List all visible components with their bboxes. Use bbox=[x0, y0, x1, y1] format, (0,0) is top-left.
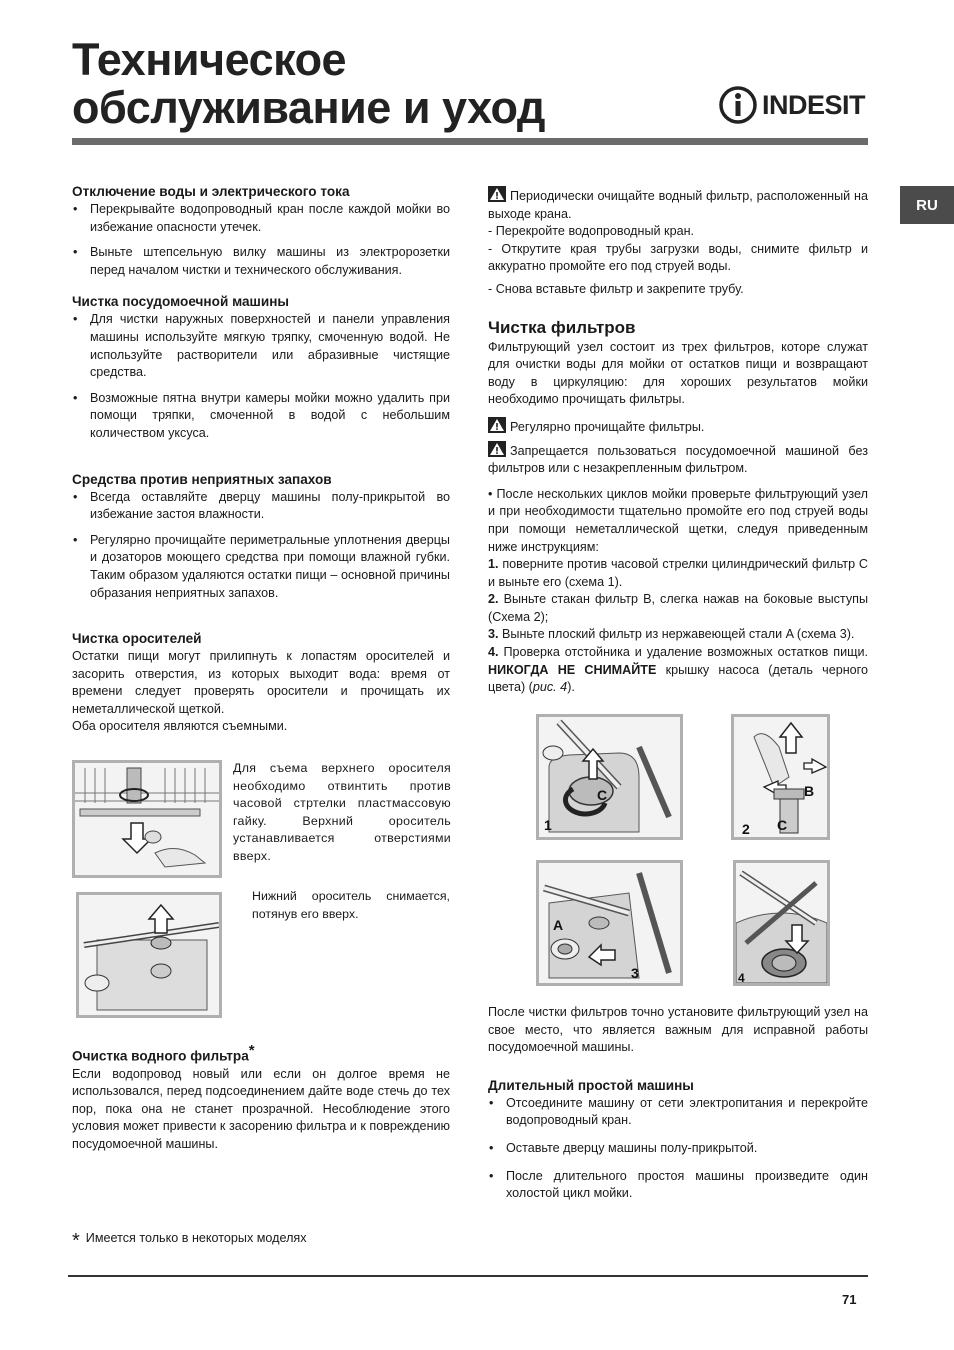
section-heading-odours: Средства против неприятных запахов bbox=[72, 471, 332, 487]
water-filter-warning bbox=[488, 186, 868, 223]
footer-rule bbox=[68, 1275, 868, 1277]
water-filter-heading-text: Очистка водного фильтра bbox=[72, 1048, 249, 1064]
step-text: Проверка отстойника и удаление возможных остатков пищи. bbox=[503, 645, 869, 660]
filter-label-b: B bbox=[804, 783, 815, 799]
warning-text: Периодически очищайте водный фильтр, расположенный на выходе крана. bbox=[488, 189, 868, 221]
step-text: поверните против часовой стрелки цилиндрический фильтр C и выньте его (схема 1). bbox=[488, 557, 868, 589]
step-text: Выньте плоский фильтр из нержавеющей стали A (схема 3). bbox=[502, 627, 855, 642]
filter-drawing-4 bbox=[736, 863, 827, 983]
warning-text: Запрещается пользоваться посудомоечной машиной без фильтров или с незакрепленным фильтром. bbox=[488, 443, 868, 476]
instruction-step-1 bbox=[488, 556, 868, 591]
water-filter-text: Если водопровод новый или если он долгое время не использовался, перед подсоединением дайте воде стечь до тех пор, пока она не станет прозрачной. Несоблюдение этого условия может привести к засорению фильтра и к повреждению посудомоечной машины. bbox=[72, 1066, 450, 1151]
lower-spray-arm-drawing bbox=[79, 895, 219, 1015]
warning-icon bbox=[488, 441, 506, 457]
filters-warning-2 bbox=[488, 441, 868, 478]
cycle-text: • После нескольких циклов мойки проверьте фильтрующий узел и при необходимости тщательно промойте его под струей воды при помощи неметаллической щетки, следуя приведенным ниже инструкциям: bbox=[488, 486, 868, 554]
section-heading-cleaning: Чистка посудомоечной машины bbox=[72, 294, 290, 310]
power-list bbox=[72, 201, 450, 279]
brand-name: INDESIT bbox=[762, 89, 866, 120]
list-item: • Оставьте дверцу машины полу-прикрытой. bbox=[488, 1140, 868, 1158]
odours-list bbox=[72, 489, 450, 603]
filters-text: Фильтрующий узел состоит из трех фильтров, которе служат для очистки воды для мойки от остатков пищи и возвращают воду в циркуляцию: для хороших результатов мойки необходимо прочищать фильтры. bbox=[488, 339, 868, 407]
list-item: • После длительного простоя машины произведите один холостой цикл мойки. bbox=[488, 1168, 868, 1203]
figure-number: 1 bbox=[544, 817, 552, 833]
section-heading-spray-arms: Чистка оросителей bbox=[72, 631, 202, 647]
filter-label-c: C bbox=[777, 817, 788, 833]
idle-list bbox=[488, 1095, 868, 1203]
figure-number: 3 bbox=[631, 965, 639, 981]
upper-spray-arm-drawing bbox=[75, 763, 219, 875]
page-number: 71 bbox=[842, 1292, 857, 1307]
page-title bbox=[72, 36, 632, 132]
list-item: • Для чистки наружных поверхностей и панели управления машины используйте мягкую тряпку, смоченную водой. Не используйте растворители или абразивные чистящие средства. bbox=[72, 311, 450, 381]
step-text: - Снова вставьте фильтр и закрепите трубу. bbox=[488, 281, 744, 296]
warning-text: Регулярно прочищайте фильтры. bbox=[510, 419, 705, 434]
step-text: Выньте стакан фильтр B, слегка нажав на боковые выступы (Схема 2); bbox=[488, 592, 869, 624]
warning-emphasis: НИКОГДА НЕ СНИМАЙТЕ bbox=[488, 662, 657, 677]
right-column-lower bbox=[488, 1004, 868, 1203]
step-text: - Открутите края трубы загрузки воды, снимите фильтр и аккуратно промойте его под струей воды. bbox=[488, 241, 868, 274]
footnote-text: Имеется только в некоторых моделях bbox=[85, 1231, 307, 1245]
list-item: • Отсоедините машину от сети электропитания и перекройте водопроводный кран. bbox=[488, 1095, 868, 1130]
title-line-1: Техническое bbox=[72, 34, 347, 85]
figure-number: 2 bbox=[742, 821, 750, 837]
filters-warning bbox=[488, 417, 868, 437]
footnote bbox=[72, 1230, 307, 1253]
filter-label-c: C bbox=[597, 787, 608, 803]
instruction-step-2 bbox=[488, 591, 868, 626]
brand-logo-icon bbox=[718, 85, 758, 125]
header-rule bbox=[72, 138, 868, 145]
step-text: крышку насоса (деталь черного цвета) ( bbox=[488, 662, 868, 695]
filter-figure-2 bbox=[731, 714, 830, 840]
step-number: 3. bbox=[488, 627, 499, 642]
list-item: • Выньте штепсельную вилку машины из электророзетки перед началом чистки и технического обслуживания. bbox=[72, 244, 450, 279]
list-item: • Всегда оставляйте дверцу машины полу-прикрытой во избежание застоя влажности. bbox=[72, 489, 450, 524]
warning-icon bbox=[488, 417, 506, 433]
upper-spray-arm-figure bbox=[72, 760, 222, 878]
section-heading-idle: Длительный простой машины bbox=[488, 1077, 694, 1093]
cleaning-list bbox=[72, 311, 450, 442]
instruction-step-3 bbox=[488, 626, 868, 644]
water-filter-section bbox=[72, 1042, 450, 1154]
figure-reference: рис. 4 bbox=[532, 680, 568, 695]
step-text: ). bbox=[567, 680, 575, 695]
filter-figure-3 bbox=[536, 860, 683, 986]
warning-icon bbox=[488, 186, 506, 202]
step-number: 4. bbox=[488, 645, 499, 660]
language-tab: RU bbox=[900, 186, 954, 224]
spray-arms-text-2: Оба оросителя являются съемными. bbox=[72, 719, 288, 734]
lower-spray-arm-figure bbox=[76, 892, 222, 1018]
list-item: • Возможные пятна внутри камеры мойки можно удалить при помощи тряпки, смоченной в водой с небольшим количеством уксуса. bbox=[72, 390, 450, 443]
step-number: 2. bbox=[488, 592, 499, 607]
asterisk: * bbox=[248, 1042, 255, 1059]
spray-arms-text: Остатки пищи могут прилипнуть к лопастям оросителей и засорить отверстия, из которых выходит вода: время от времени следует проверять оросители и прочищать их неметаллической щеткой. bbox=[72, 649, 450, 716]
section-heading-filters: Чистка фильтров bbox=[488, 317, 636, 337]
after-cleaning-text: После чистки фильтров точно установите фильтрующий узел на свое место, что является важным для исправной работы посудомоечной машины. bbox=[488, 1005, 868, 1055]
step-text: - Перекройте водопроводный кран. bbox=[488, 224, 695, 239]
list-item: • Перекрывайте водопроводный кран после каждой мойки во избежание опасности утечек. bbox=[72, 201, 450, 236]
filter-figure-4 bbox=[733, 860, 830, 986]
asterisk: * bbox=[72, 1230, 80, 1252]
title-line-2: обслуживание и уход bbox=[72, 82, 545, 133]
filter-figure-1 bbox=[536, 714, 683, 840]
figure-number: 4 bbox=[738, 971, 745, 985]
right-column bbox=[488, 186, 868, 697]
lower-spray-arm-caption: Нижний ороситель снимается, потянув его вверх. bbox=[252, 889, 450, 921]
section-heading-water-filter bbox=[72, 1042, 450, 1066]
instruction-step-4 bbox=[488, 644, 868, 697]
left-column bbox=[72, 183, 450, 736]
list-item: • Регулярно прочищайте периметральные уплотнения дверцы и дозаторов моющего средства при помощи влажной губки. Таким образом удаляются остатки пищи – основной причины образания неприятных запахов. bbox=[72, 532, 450, 602]
step-number: 1. bbox=[488, 557, 499, 572]
filter-label-a: A bbox=[553, 917, 564, 933]
section-heading-power: Отключение воды и электрического тока bbox=[72, 184, 350, 199]
filter-drawing-1 bbox=[539, 717, 680, 837]
brand-logo bbox=[718, 84, 870, 126]
upper-spray-arm-caption: Для съема верхнего оросителя необходимо отвинтить против часовой стртелки пластмассовую гайку. Верхний ороситель устанавливается отверстиями вверх. bbox=[233, 761, 451, 863]
